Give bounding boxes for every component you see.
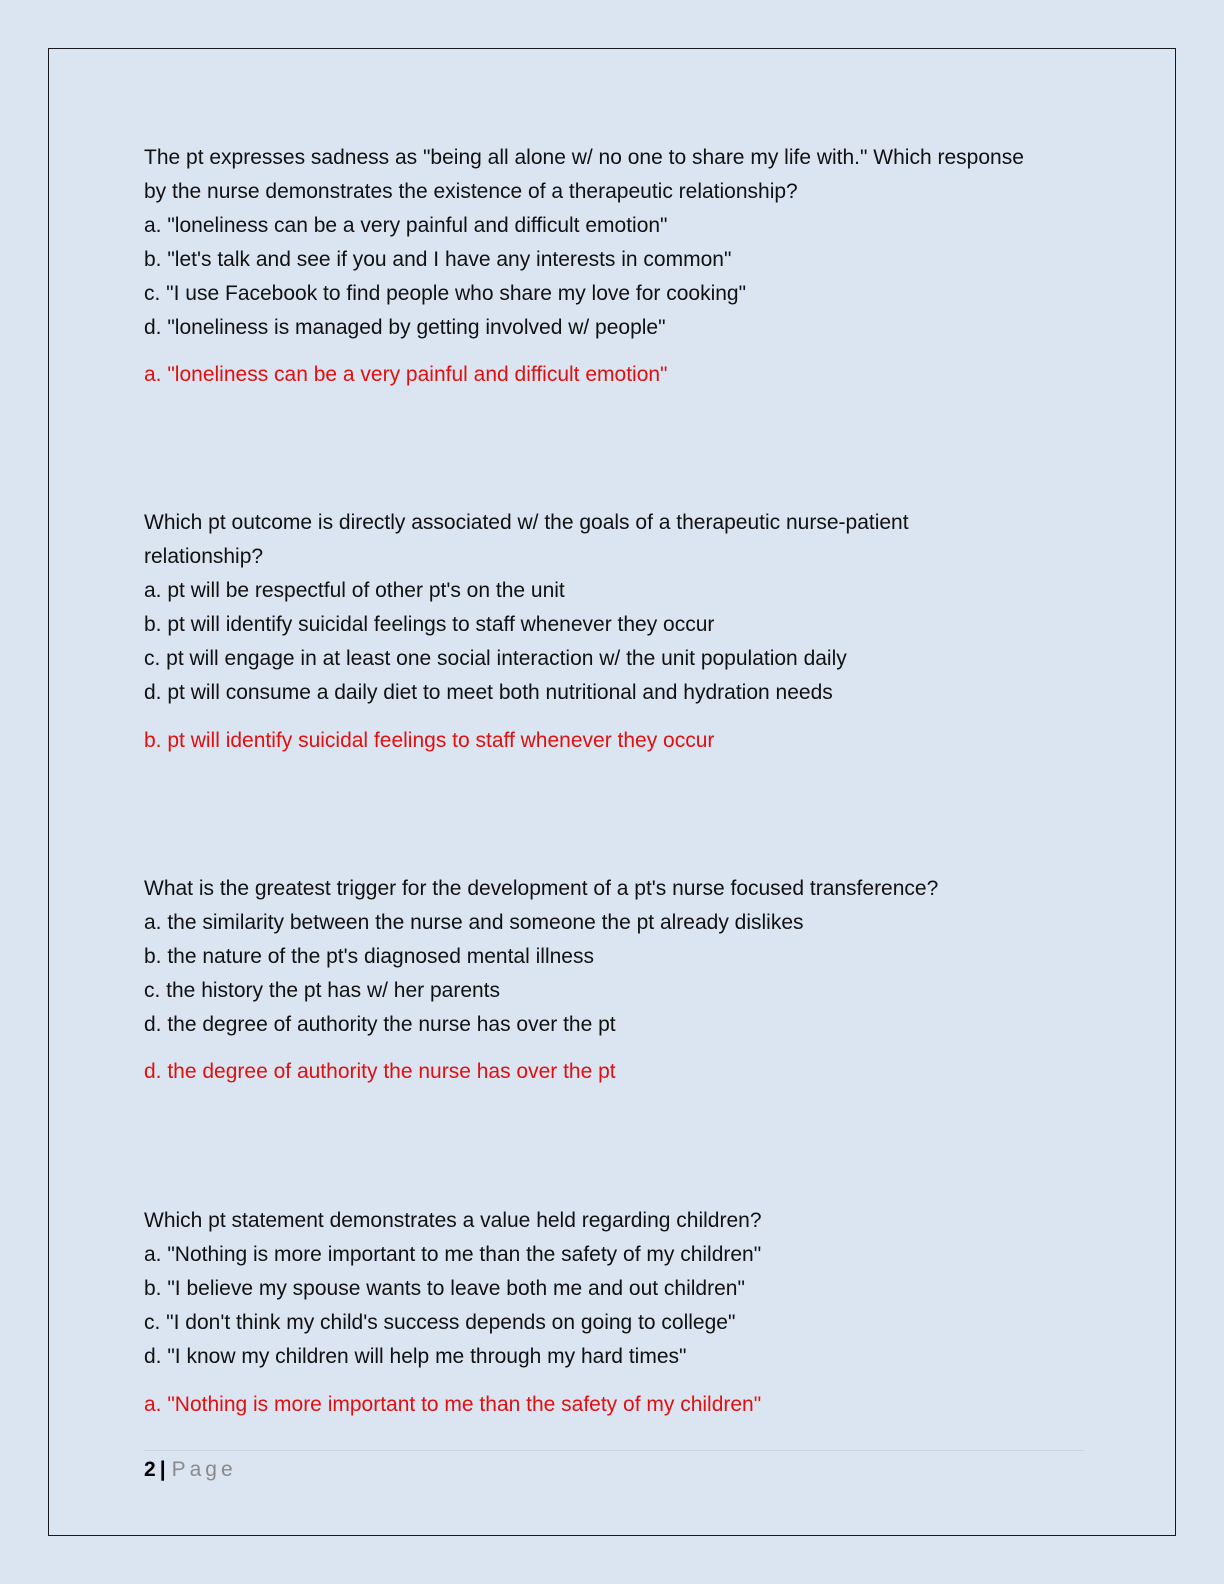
- question-4-option-d: d. "I know my children will help me through my hard times": [144, 1345, 687, 1368]
- question-3-option-b: b. the nature of the pt's diagnosed mental illness: [144, 945, 594, 968]
- question-4: [144, 1204, 1064, 1374]
- question-3-option-c: c. the history the pt has w/ her parents: [144, 979, 501, 1002]
- question-3: [144, 872, 1064, 1042]
- question-2-stem-line-1: Which pt outcome is directly associated w/ the goals of a therapeutic nurse-patient: [144, 511, 909, 534]
- page-footer: [144, 1453, 237, 1487]
- question-1-answer: a. "loneliness can be a very painful and difficult emotion": [144, 363, 668, 386]
- page-number: 2: [144, 1458, 156, 1481]
- question-4-option-c: c. "I don't think my child's success depends on going to college": [144, 1311, 736, 1334]
- question-3-answer: d. the degree of authority the nurse has over the pt: [144, 1060, 616, 1083]
- question-2-stem-line-2: relationship?: [144, 545, 264, 568]
- question-1-option-a: a. "loneliness can be a very painful and difficult emotion": [144, 214, 668, 237]
- question-2-option-a: a. pt will be respectful of other pt's on the unit: [144, 579, 565, 602]
- question-4-stem-line-1: Which pt statement demonstrates a value held regarding children?: [144, 1209, 762, 1232]
- question-3-option-d: d. the degree of authority the nurse has over the pt: [144, 1013, 616, 1036]
- footer-separator: |: [159, 1458, 166, 1481]
- question-4-answer: a. "Nothing is more important to me than the safety of my children": [144, 1393, 762, 1416]
- question-3-stem-line-1: What is the greatest trigger for the development of a pt's nurse focused transference?: [144, 877, 939, 900]
- question-1-option-b: b. "let's talk and see if you and I have any interests in common": [144, 248, 732, 271]
- question-2-option-b: b. pt will identify suicidal feelings to staff whenever they occur: [144, 613, 715, 636]
- question-1-option-d: d. "loneliness is managed by getting involved w/ people": [144, 316, 666, 339]
- question-2: [144, 506, 1064, 710]
- question-2-option-d: d. pt will consume a daily diet to meet both nutritional and hydration needs: [144, 681, 833, 704]
- question-1-option-c: c. "I use Facebook to find people who share my love for cooking": [144, 282, 747, 305]
- question-1-stem-line-1: The pt expresses sadness as "being all alone w/ no one to share my life with." Which response: [144, 146, 1024, 169]
- question-1-stem-line-2: by the nurse demonstrates the existence of a therapeutic relationship?: [144, 180, 798, 203]
- question-1: [144, 141, 1064, 345]
- question-4-option-b: b. "I believe my spouse wants to leave both me and out children": [144, 1277, 745, 1300]
- question-4-option-a: a. "Nothing is more important to me than the safety of my children": [144, 1243, 762, 1266]
- page-label: Page: [171, 1458, 237, 1481]
- question-2-option-c: c. pt will engage in at least one social interaction w/ the unit population daily: [144, 647, 847, 670]
- question-3-option-a: a. the similarity between the nurse and someone the pt already dislikes: [144, 911, 804, 934]
- footer-rule: [144, 1450, 1084, 1451]
- question-2-answer: b. pt will identify suicidal feelings to staff whenever they occur: [144, 729, 715, 752]
